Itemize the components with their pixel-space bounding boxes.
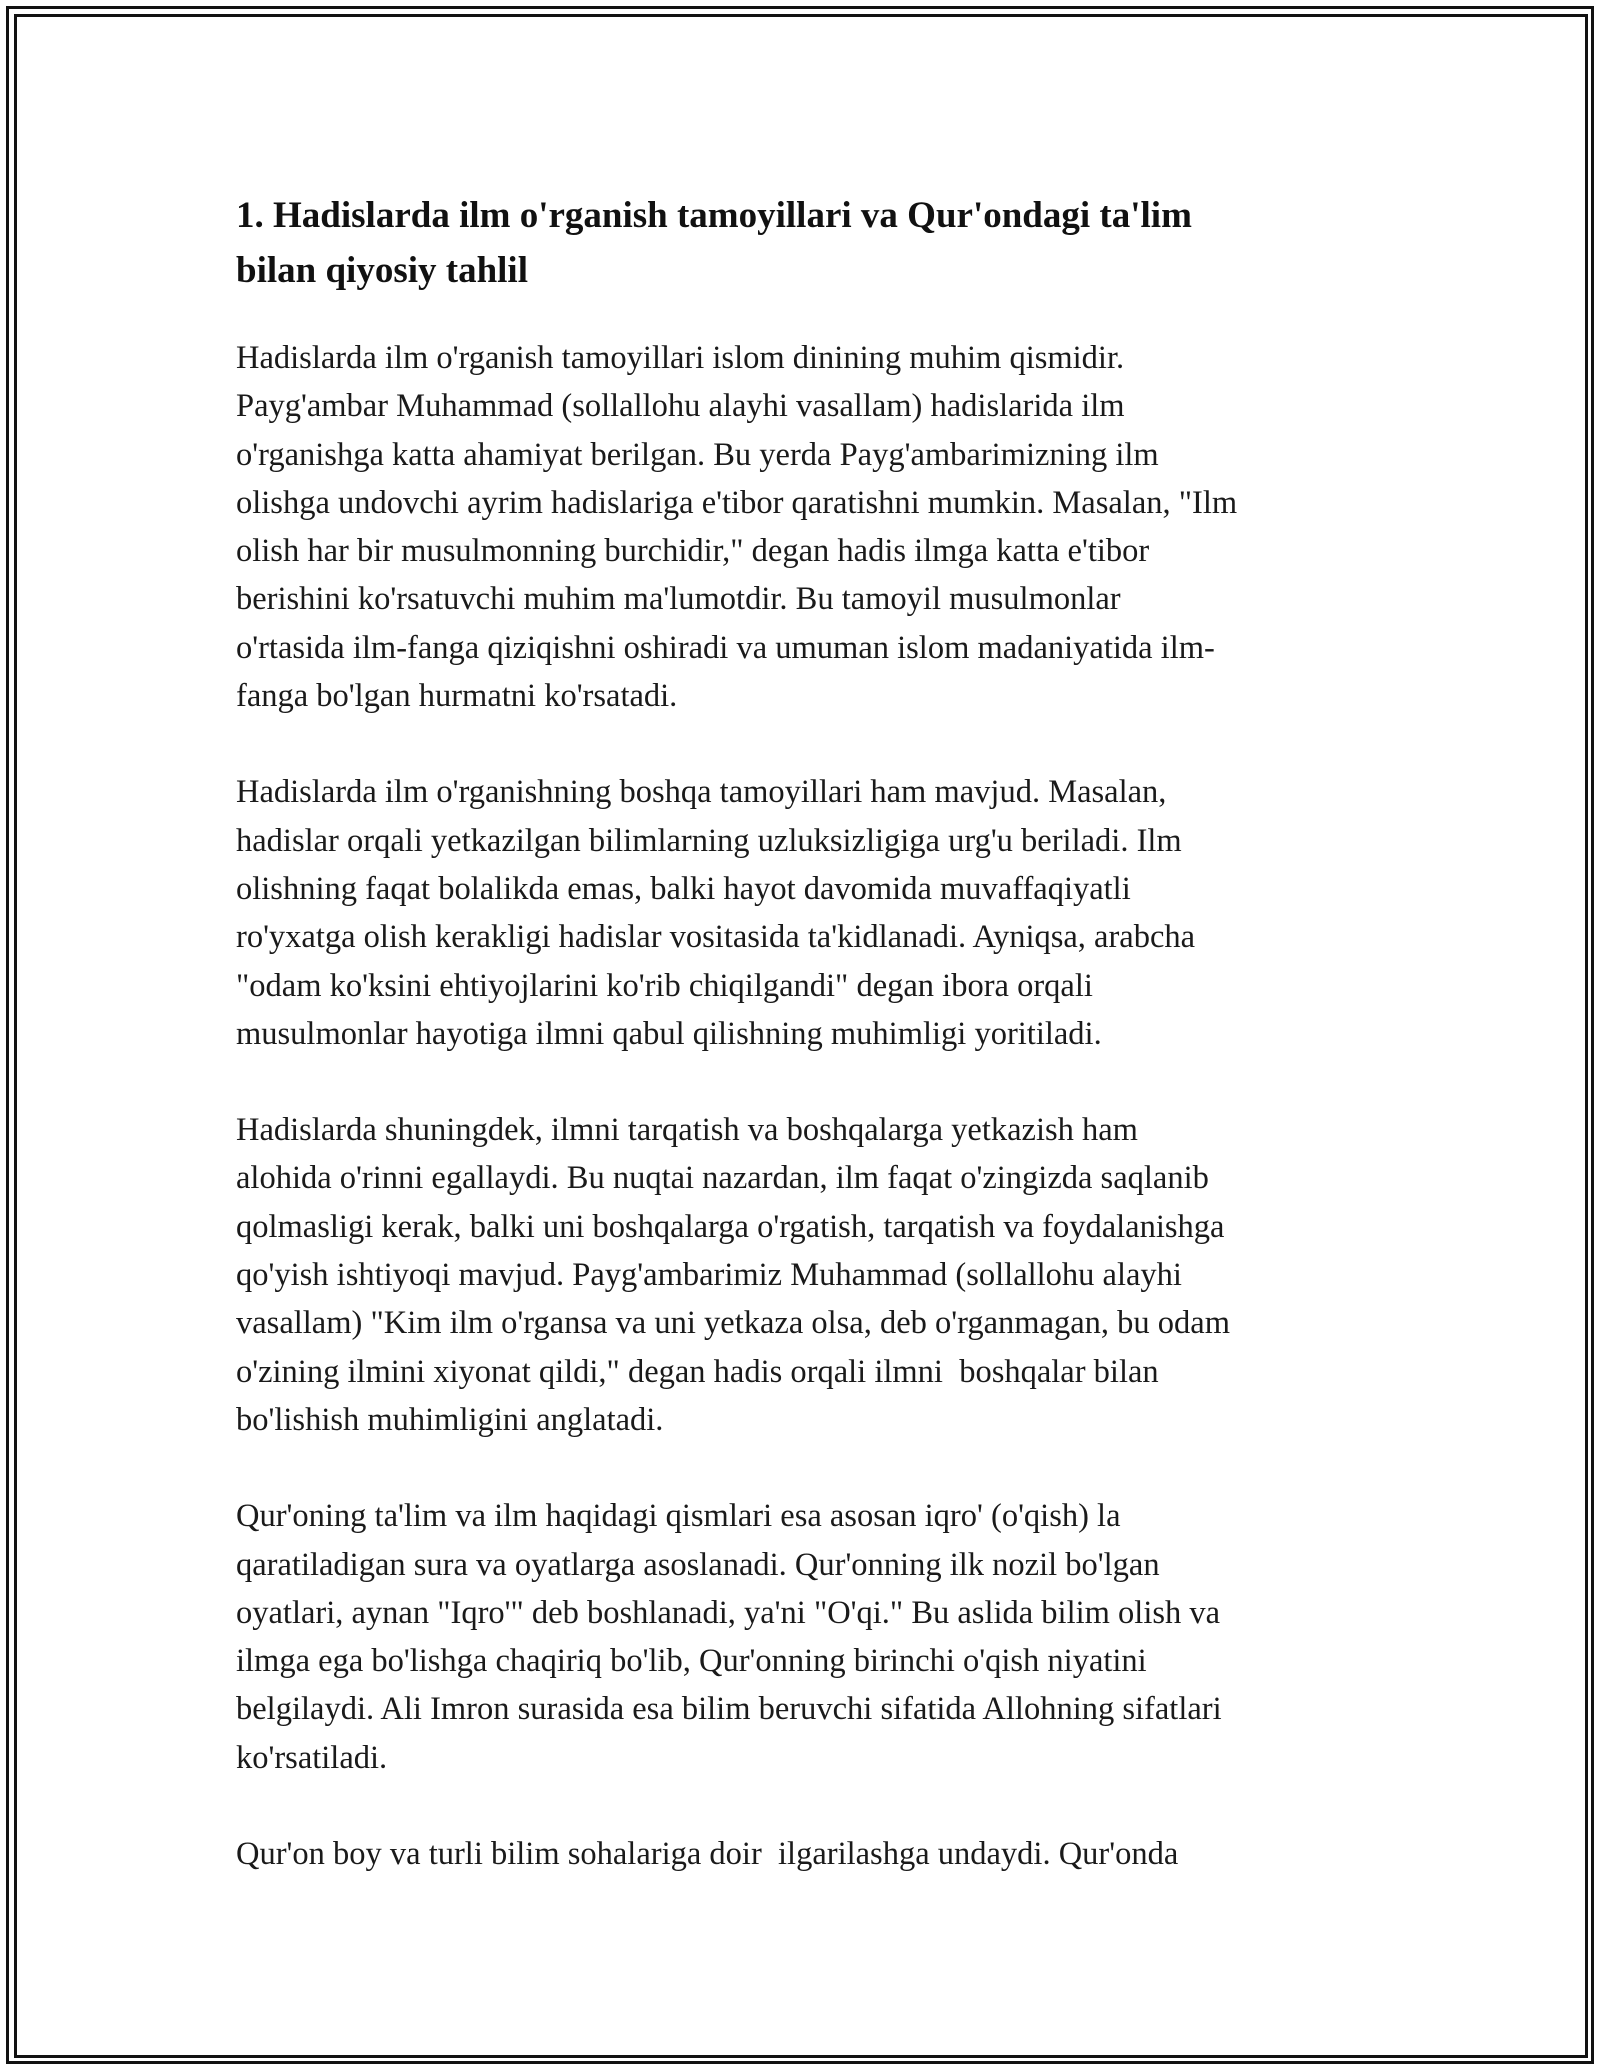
text-line: o'rtasida ilm-fanga qiziqishni oshiradi va umuman islom madaniyatida ilm- (236, 629, 1215, 666)
text-line: vasallam) "Kim ilm o'rgansa va uni yetkaza olsa, deb o'rganmagan, bu odam (236, 1305, 1230, 1342)
section-title (236, 188, 1376, 298)
text-line: qolmasligi kerak, balki uni boshqalarga o'rgatish, tarqatish va foydalanishga (236, 1208, 1225, 1245)
text-line: musulmonlar hayotiga ilmni qabul qilishning muhimligi yoritiladi. (236, 1015, 1102, 1052)
title-line: 1. Hadislarda ilm o'rganish tamoyillari va Qur'ondagi ta'lim (236, 195, 1192, 236)
paragraph-5 (236, 1830, 1376, 1878)
title-line: bilan qiyosiy tahlil (236, 250, 528, 291)
text-line: olishga undovchi ayrim hadislariga e'tibor qaratishni mumkin. Masalan, "Ilm (236, 484, 1238, 521)
text-line: Qur'on boy va turli bilim sohalariga doir ilgarilashga undaydi. Qur'onda (236, 1836, 1179, 1873)
text-line: Payg'ambar Muhammad (sollallohu alayhi vasallam) hadislarida ilm (236, 388, 1125, 425)
text-line: o'zining ilmini xiyonat qildi," degan hadis orqali ilmni boshqalar bilan (236, 1353, 1159, 1390)
text-line: hadislar orqali yetkazilgan bilimlarning uzluksizligiga urg'u beriladi. Ilm (236, 822, 1182, 859)
text-line: Hadislarda shuningdek, ilmni tarqatish va boshqalarga yetkazish ham (236, 1112, 1138, 1149)
text-line: qaratiladigan sura va oyatlarga asoslanadi. Qur'onning ilk nozil bo'lgan (236, 1546, 1160, 1583)
text-line: olishning faqat bolalikda emas, balki hayot davomida muvaffaqiyatli (236, 870, 1131, 907)
text-line: ilmga ega bo'lishga chaqiriq bo'lib, Qur'onning birinchi o'qish niyatini (236, 1643, 1147, 1680)
paragraph-2 (236, 768, 1376, 1058)
text-line: oyatlari, aynan "Iqro'" deb boshlanadi, ya'ni "O'qi." Bu aslida bilim olish va (236, 1594, 1221, 1631)
text-line: fanga bo'lgan hurmatni ko'rsatadi. (236, 678, 678, 715)
text-line: bo'lishish muhimligini anglatadi. (236, 1401, 664, 1438)
text-line: alohida o'rinni egallaydi. Bu nuqtai nazardan, ilm faqat o'zingizda saqlanib (236, 1160, 1209, 1197)
text-line: qo'yish ishtiyoqi mavjud. Payg'ambarimiz Muhammad (sollallohu alayhi (236, 1257, 1182, 1294)
text-line: "odam ko'ksini ehtiyojlarini ko'rib chiqilgandi" degan ibora orqali (236, 967, 1093, 1004)
text-line: berishini ko'rsatuvchi muhim ma'lumotdir. Bu tamoyil musulmonlar (236, 581, 1121, 618)
text-line: ko'rsatiladi. (236, 1739, 388, 1776)
paragraph-3 (236, 1106, 1376, 1444)
paragraph-1 (236, 334, 1376, 720)
text-line: Hadislarda ilm o'rganishning boshqa tamoyillari ham mavjud. Masalan, (236, 774, 1167, 811)
paragraph-4 (236, 1492, 1376, 1782)
text-line: Qur'oning ta'lim va ilm haqidagi qismlari esa asosan iqro' (o'qish) la (236, 1498, 1121, 1535)
text-line: olish har bir musulmonning burchidir," degan hadis ilmga katta e'tibor (236, 533, 1150, 570)
text-line: o'rganishga katta ahamiyat berilgan. Bu yerda Payg'ambarimizning ilm (236, 436, 1159, 473)
text-line: ro'yxatga olish kerakligi hadislar vositasida ta'kidlanadi. Ayniqsa, arabcha (236, 919, 1196, 956)
text-line: belgilaydi. Ali Imron surasida esa bilim beruvchi sifatida Allohning sifatlari (236, 1691, 1222, 1728)
document-body (236, 188, 1376, 1926)
text-line: Hadislarda ilm o'rganish tamoyillari islom dinining muhim qismidir. (236, 340, 1125, 376)
